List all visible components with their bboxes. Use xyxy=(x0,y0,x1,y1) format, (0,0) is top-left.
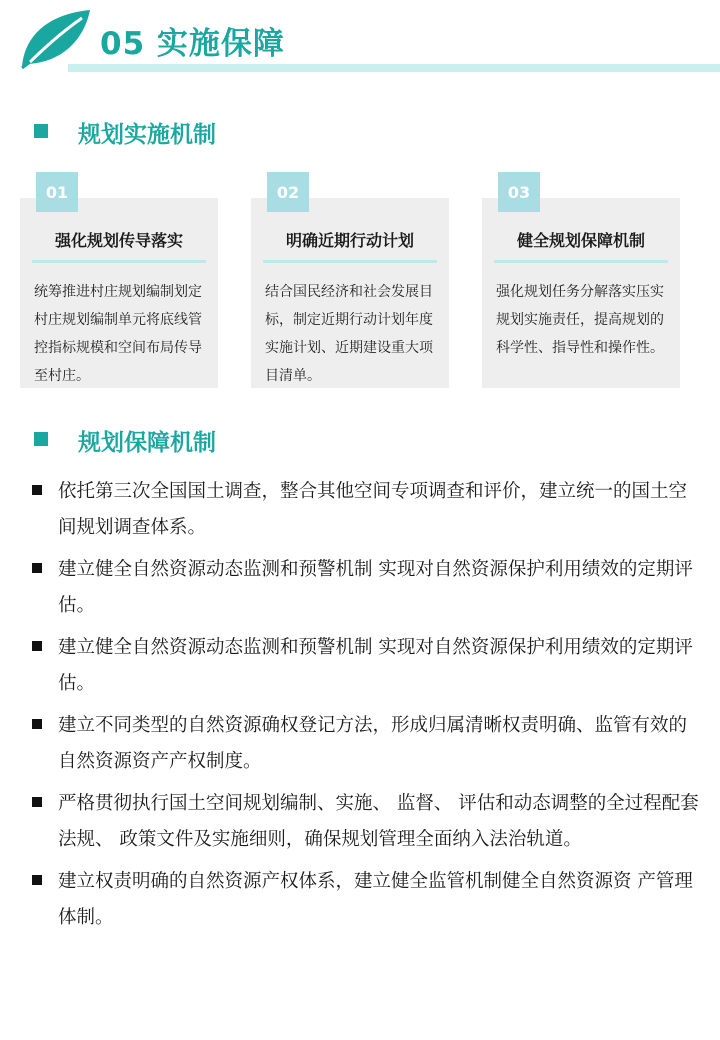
card-1 xyxy=(20,172,220,390)
page-header xyxy=(0,0,720,80)
card-divider xyxy=(32,260,206,263)
list-item-text: 严格贯彻执行国土空间规划编制、实施、 监督、 评估和动态调整的全过程配套法规、 政策文件及实施细则，确保规划管理全面纳入法治轨道。 xyxy=(58,793,699,850)
list-item xyxy=(32,864,702,936)
section-title: 规划实施机制 xyxy=(78,122,216,148)
card-number: 01 xyxy=(36,172,78,212)
list-item-text: 建立健全自然资源动态监测和预警机制 实现对自然资源保护利用绩效的定期评估。 xyxy=(58,559,693,616)
section-bullet-icon xyxy=(34,432,48,446)
square-bullet-icon xyxy=(32,875,42,885)
card-number: 02 xyxy=(267,172,309,212)
square-bullet-icon xyxy=(32,563,42,573)
header-divider xyxy=(68,64,720,72)
section-bullet-icon xyxy=(34,124,48,138)
card-divider xyxy=(263,260,437,263)
square-bullet-icon xyxy=(32,797,42,807)
leaf-logo-icon xyxy=(18,6,94,72)
card-2 xyxy=(251,172,451,390)
list-item-text: 建立权责明确的自然资源产权体系，建立健全监管机制健全自然资源资 产管理体制。 xyxy=(58,871,693,928)
card-body: 统筹推进村庄规划编制划定村庄规划编制单元将底线管控指标规模和空间布局传导至村庄。 xyxy=(34,284,202,384)
list-item-text: 依托第三次全国国土调查，整合其他空间专项调查和评价，建立统一的国土空间规划调查体系。 xyxy=(58,481,688,538)
list-item xyxy=(32,474,702,546)
page-title: 05 实施保障 xyxy=(100,26,285,62)
square-bullet-icon xyxy=(32,719,42,729)
list-item-text: 建立不同类型的自然资源确权登记方法，形成归属清晰权责明确、监管有效的自然资源资产产权制度。 xyxy=(58,715,688,772)
list-item xyxy=(32,786,702,858)
card-divider xyxy=(494,260,668,263)
card-number: 03 xyxy=(498,172,540,212)
card-title: 强化规划传导落实 xyxy=(54,231,183,250)
section-title: 规划保障机制 xyxy=(78,430,216,456)
card-3 xyxy=(482,172,682,390)
list-item xyxy=(32,630,702,702)
list-item-text: 建立健全自然资源动态监测和预警机制 实现对自然资源保护利用绩效的定期评估。 xyxy=(58,637,693,694)
card-title: 健全规划保障机制 xyxy=(516,231,645,250)
safeguard-list xyxy=(32,474,702,942)
list-item xyxy=(32,708,702,780)
square-bullet-icon xyxy=(32,641,42,651)
card-title: 明确近期行动计划 xyxy=(285,231,414,250)
card-body: 强化规划任务分解落实压实规划实施责任，提高规划的科学性、指导性和操作性。 xyxy=(496,284,664,356)
card-body: 结合国民经济和社会发展目标，制定近期行动计划年度实施计划、近期建设重大项目清单。 xyxy=(265,284,433,384)
square-bullet-icon xyxy=(32,485,42,495)
list-item xyxy=(32,552,702,624)
